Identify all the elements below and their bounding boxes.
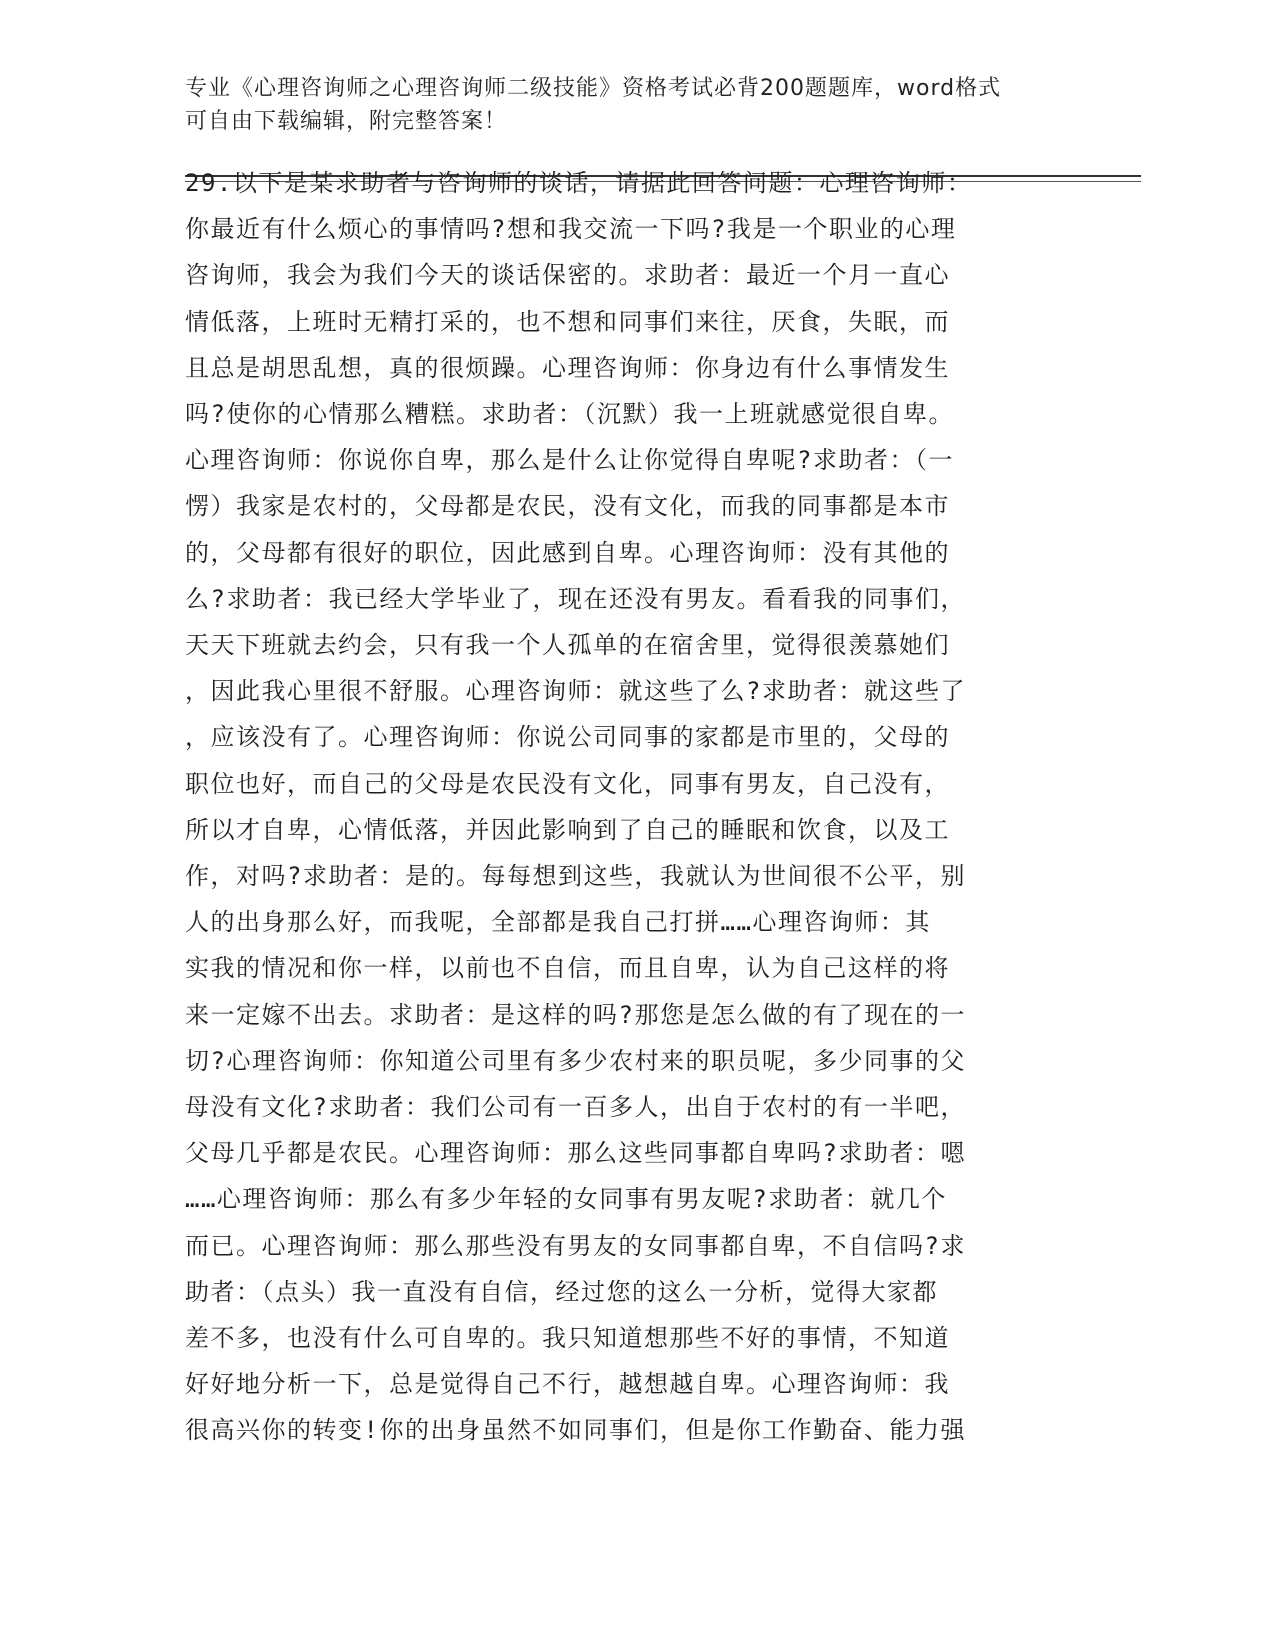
body-line: 好好地分析一下，总是觉得自己不行，越想越自卑。心理咨询师：我 [185, 1370, 950, 1399]
body-line: 人的出身那么好，而我呢，全部都是我自己打拼……心理咨询师：其 [185, 908, 931, 937]
body-line: 吗?使你的心情那么糟糕。求助者：（沉默）我一上班就感觉很自卑。 [185, 400, 954, 429]
body-line: 切?心理咨询师：你知道公司里有多少农村来的职员呢，多少同事的父 [185, 1046, 966, 1075]
page-header [185, 72, 1065, 138]
header-title-line-2: 可自由下载编辑，附完整答案！ [185, 109, 508, 134]
body-line: ……心理咨询师：那么有多少年轻的女同事有男友呢?求助者：就几个 [185, 1185, 947, 1214]
body-line: 作，对吗?求助者：是的。每每想到这些，我就认为世间很不公平，别 [185, 862, 966, 891]
body-line: 实我的情况和你一样，以前也不自信，而且自卑，认为自己这样的将 [185, 954, 950, 983]
body-line: 职位也好，而自己的父母是农民没有文化，同事有男友，自己没有， [185, 769, 950, 798]
body-line: 助者：（点头）我一直没有自信，经过您的这么一分析，觉得大家都 [185, 1277, 938, 1306]
header-title-line-1: 专业《心理咨询师之心理咨询师二级技能》资格考试必背200题题库，word格式 [185, 76, 1002, 101]
body-line: 且总是胡思乱想，真的很烦躁。心理咨询师：你身边有什么事情发生 [185, 353, 950, 382]
body-line: 情低落，上班时无精打采的，也不想和同事们来往，厌食，失眠，而 [185, 307, 950, 336]
body-line: 心理咨询师：你说你自卑，那么是什么让你觉得自卑呢?求助者：（一 [185, 446, 954, 475]
body-line: 的，父母都有很好的职位，因此感到自卑。心理咨询师：没有其他的 [185, 538, 950, 567]
body-line: 而已。心理咨询师：那么那些没有男友的女同事都自卑，不自信吗?求 [185, 1231, 966, 1260]
body-line: 所以才自卑，心情低落，并因此影响到了自己的睡眠和饮食，以及工 [185, 815, 950, 844]
body-line: 母没有文化?求助者：我们公司有一百多人，出自于农村的有一半吧， [185, 1093, 966, 1122]
body-line: 愣）我家是农村的，父母都是农民，没有文化，而我的同事都是本市 [185, 492, 950, 521]
body-line: 你最近有什么烦心的事情吗?想和我交流一下吗?我是一个职业的心理 [185, 215, 957, 244]
body-line: 咨询师，我会为我们今天的谈话保密的。求助者：最近一个月一直心 [185, 261, 950, 290]
body-line: 来一定嫁不出去。求助者：是这样的吗?那您是怎么做的有了现在的一 [185, 1000, 966, 1029]
body-line: ，因此我心里很不舒服。心理咨询师：就这些了么?求助者：就这些了 [185, 677, 966, 706]
body-line: 29.以下是某求助者与咨询师的谈话，请据此回答问题：心理咨询师： [185, 169, 973, 197]
body-line: 么?求助者：我已经大学毕业了，现在还没有男友。看看我的同事们， [185, 584, 966, 613]
body-line: 很高兴你的转变!你的出身虽然不如同事们，但是你工作勤奋、能力强 [185, 1416, 966, 1445]
body-line: ，应该没有了。心理咨询师：你说公司同事的家都是市里的，父母的 [185, 723, 950, 752]
body-line: 父母几乎都是农民。心理咨询师：那么这些同事都自卑吗?求助者：嗯 [185, 1139, 966, 1168]
question-body [185, 160, 1065, 1454]
body-line: 差不多，也没有什么可自卑的。我只知道想那些不好的事情，不知道 [185, 1324, 950, 1353]
body-line: 天天下班就去约会，只有我一个人孤单的在宿舍里，觉得很羡慕她们 [185, 631, 950, 660]
